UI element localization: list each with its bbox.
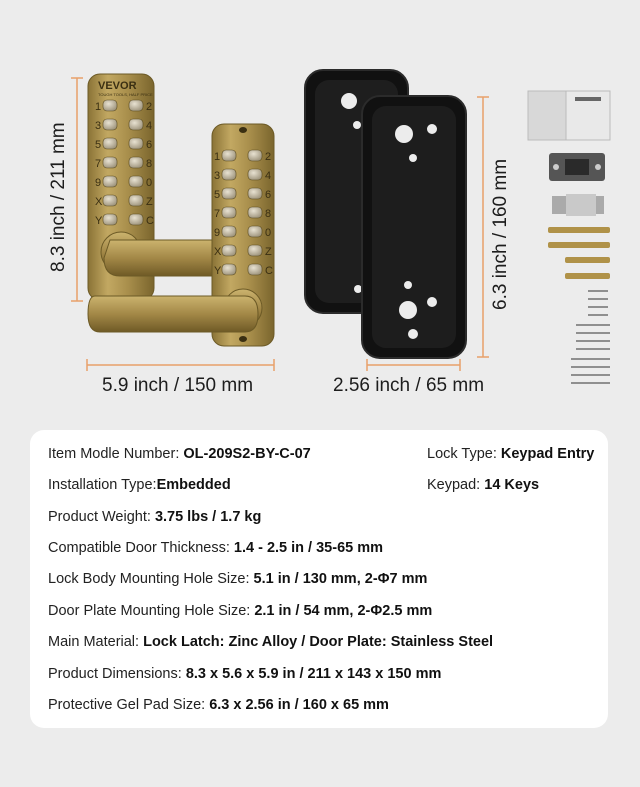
back-keypad-key-label: C (265, 265, 273, 277)
front-keypad-key-label: 6 (146, 139, 153, 151)
front-keypad-key-label: 8 (146, 158, 153, 170)
spec-weight: Product Weight: 3.75 lbs / 1.7 kg (48, 509, 262, 525)
pad-width-dimension-label: 2.56 inch / 65 mm (333, 375, 485, 396)
back-keypad-key-label: Y (214, 265, 222, 277)
front-keypad-key-label: 5 (95, 139, 102, 151)
width-dimension-label: 5.9 inch / 150 mm (102, 375, 254, 396)
spec-material: Main Material: Lock Latch: Zinc Alloy / Door Plate: Stainless Steel (48, 634, 494, 650)
gel-pad-front (362, 96, 466, 358)
accessory-manual (528, 91, 610, 140)
front-keypad-key-label: 3 (95, 120, 102, 132)
front-keypad-key-label: X (95, 196, 103, 208)
front-keypad-key-button (129, 176, 143, 187)
height-dimension-line (71, 78, 83, 301)
spec-dimensions: Product Dimensions: 8.3 x 5.6 x 5.9 in / 211 x 143 x 150 mm (48, 666, 442, 682)
back-keypad-key-button (248, 245, 262, 256)
back-keypad-key-button (248, 188, 262, 199)
back-keypad-key-label: 1 (214, 151, 221, 163)
pad-height-dimension-label: 6.3 inch / 160 mm (490, 158, 511, 310)
back-keypad-key-button (222, 188, 236, 199)
brand-logo: VEVOR (98, 80, 137, 92)
spec-gel-pad: Protective Gel Pad Size: 6.3 x 2.56 in / 160 x 65 mm (48, 697, 389, 713)
back-keypad-key-button (248, 169, 262, 180)
front-keypad-key-button (129, 214, 143, 225)
spec-installation: Installation Type:Embedded (48, 477, 231, 493)
front-keypad-key-button (103, 214, 117, 225)
front-keypad-key-label: 9 (95, 177, 102, 189)
front-keypad-key-button (103, 100, 117, 111)
front-keypad-key-label: 1 (95, 101, 102, 113)
back-keypad-key-label: 0 (265, 227, 272, 239)
front-keypad-key-label: 0 (146, 177, 153, 189)
back-keypad-key-button (248, 226, 262, 237)
back-keypad-key-label: 8 (265, 208, 272, 220)
front-keypad-key-label: 4 (146, 120, 153, 132)
accessory-latch (552, 194, 604, 216)
spec-door-thickness: Compatible Door Thickness: 1.4 - 2.5 in / 35-65 mm (48, 540, 384, 556)
back-keypad-key-button (222, 169, 236, 180)
back-keypad-key-label: Z (265, 246, 272, 258)
accessory-spindles (548, 227, 610, 279)
front-keypad-key-button (129, 138, 143, 149)
back-keypad-key-label: 5 (214, 189, 221, 201)
front-keypad-key-label: 2 (146, 101, 153, 113)
front-keypad-key-button (103, 119, 117, 130)
back-keypad-key-label: 9 (214, 227, 221, 239)
accessory-strike-plate (549, 153, 605, 181)
back-keypad-key-button (222, 264, 236, 275)
brand-tagline: TOUGH TOOLS, HALF PRICE (98, 92, 153, 97)
front-keypad-key-button (129, 157, 143, 168)
back-keypad-key-button (248, 207, 262, 218)
front-keypad-key-button (129, 119, 143, 130)
back-keypad-key-button (222, 150, 236, 161)
spec-lock-body-hole: Lock Body Mounting Hole Size: 5.1 in / 130 mm, 2-Φ7 mm (48, 571, 428, 587)
front-keypad-key-button (103, 176, 117, 187)
back-keypad-key-button (222, 226, 236, 237)
back-keypad-key-button (222, 207, 236, 218)
height-dimension-label: 8.3 inch / 211 mm (48, 122, 69, 272)
accessory-screws (571, 290, 610, 384)
front-keypad-key-label: C (146, 215, 154, 227)
specifications-card (30, 430, 608, 728)
back-keypad-key-label: 6 (265, 189, 272, 201)
back-keypad-key-label: 4 (265, 170, 272, 182)
spec-model: Item Modle Number: OL-209S2-BY-C-07 (48, 446, 311, 462)
pad-height-dimension-line (477, 97, 489, 357)
spec-keypad: Keypad: 14 Keys (427, 477, 540, 493)
spec-door-plate-hole: Door Plate Mounting Hole Size: 2.1 in / 54 mm, 2-Φ2.5 mm (48, 603, 433, 619)
back-keypad-key-label: X (214, 246, 222, 258)
front-keypad-key-label: 7 (95, 158, 102, 170)
back-lever-handle (88, 296, 258, 332)
back-keypad-key-button (248, 150, 262, 161)
back-keypad-key-button (248, 264, 262, 275)
width-dimension-line (87, 359, 274, 371)
back-keypad-key-label: 7 (214, 208, 221, 220)
front-keypad-key-button (129, 100, 143, 111)
back-keypad-key-label: 2 (265, 151, 272, 163)
front-keypad-key-button (129, 195, 143, 206)
spec-lock-type: Lock Type: Keypad Entry (427, 446, 595, 462)
front-keypad-key-button (103, 138, 117, 149)
front-keypad-key-button (103, 157, 117, 168)
front-keypad-key-label: Z (146, 196, 153, 208)
front-keypad-key-button (103, 195, 117, 206)
pad-width-dimension-line (367, 359, 460, 371)
back-keypad-key-button (222, 245, 236, 256)
front-keypad-key-label: Y (95, 215, 103, 227)
back-keypad-key-label: 3 (214, 170, 221, 182)
